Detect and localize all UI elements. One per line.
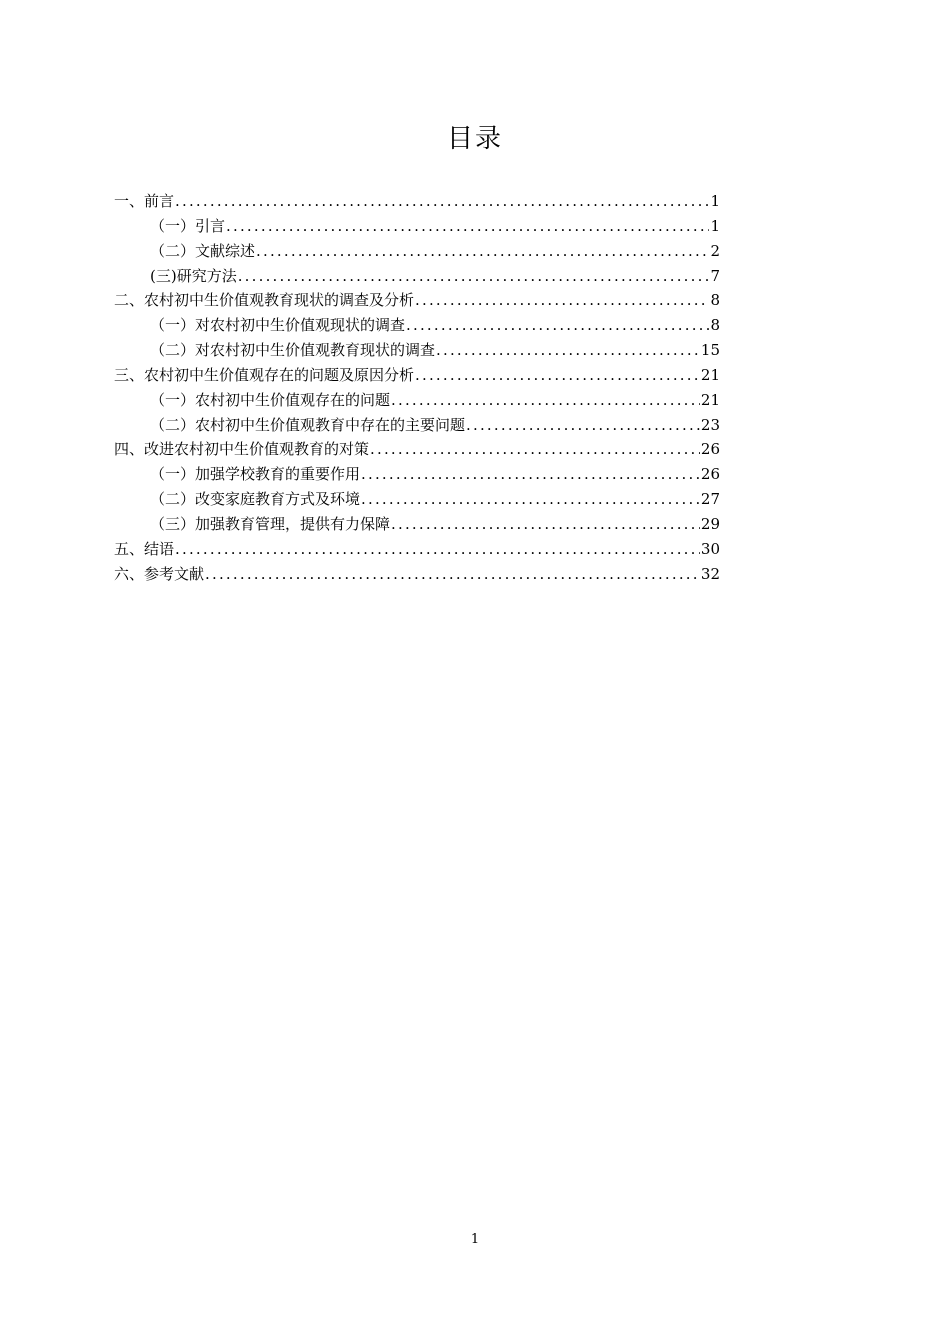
toc-entry-label: 六、参考文献	[114, 564, 205, 583]
toc-dot-leader	[415, 366, 700, 384]
toc-dot-leader	[415, 291, 709, 309]
toc-entry[interactable]	[114, 463, 720, 488]
toc-entry[interactable]	[114, 339, 720, 364]
toc-entry[interactable]	[114, 364, 720, 389]
toc-entry-page: 26	[700, 440, 720, 459]
toc-entry[interactable]	[114, 240, 720, 265]
toc-entry-label: （二）对农村初中生价值观教育现状的调查	[150, 341, 436, 360]
toc-dot-leader	[370, 440, 700, 458]
toc-entry-page: 23	[700, 415, 720, 434]
toc-entry-page: 1	[710, 216, 720, 235]
toc-dot-leader	[406, 316, 709, 334]
toc-entry-label: （二）农村初中生价值观教育中存在的主要问题	[150, 415, 466, 434]
toc-entry[interactable]	[114, 215, 720, 240]
toc-entry-page: 2	[710, 241, 720, 260]
toc-entry-page: 1	[710, 192, 720, 210]
toc-entry-label: (三)研究方法	[150, 266, 237, 285]
toc-entry-label: （一）对农村初中生价值观现状的调查	[150, 316, 406, 335]
toc-entry-page: 8	[710, 291, 720, 310]
toc-entry[interactable]	[114, 190, 720, 215]
footer-page-number: 1	[470, 1232, 480, 1247]
page-title: 目录	[446, 124, 503, 154]
toc-entry-page: 30	[700, 539, 720, 558]
toc-dot-leader	[391, 391, 700, 409]
toc-entry[interactable]	[114, 289, 720, 314]
toc-entry-page: 7	[710, 266, 720, 285]
toc-entry-label: （三）加强教育管理，提供有力保障	[150, 514, 391, 533]
toc-entry[interactable]	[114, 488, 720, 513]
toc-entry-page: 29	[700, 514, 720, 533]
toc-entry[interactable]	[114, 513, 720, 538]
toc-entry-label: （一）引言	[150, 216, 226, 235]
toc-entry-label: 二、农村初中生价值观教育现状的调查及分析	[114, 291, 415, 310]
toc-entry[interactable]	[114, 314, 720, 339]
toc-list	[114, 190, 720, 588]
toc-entry[interactable]	[114, 265, 720, 290]
toc-dot-leader	[391, 515, 700, 533]
toc-dot-leader	[175, 192, 709, 210]
toc-entry-label: 五、结语	[114, 539, 175, 558]
toc-dot-leader	[238, 267, 710, 285]
toc-entry-label: 一、前言	[114, 192, 175, 210]
toc-entry-page: 27	[700, 490, 720, 509]
toc-entry-label: 四、改进农村初中生价值观教育的对策	[114, 440, 370, 459]
toc-dot-leader	[361, 490, 700, 508]
toc-dot-leader	[436, 341, 700, 359]
toc-entry-page: 8	[710, 316, 720, 335]
toc-entry[interactable]	[114, 389, 720, 414]
toc-entry-page: 26	[700, 465, 720, 484]
toc-entry-label: （一）加强学校教育的重要作用	[150, 465, 361, 484]
toc-entry-page: 21	[700, 365, 720, 384]
toc-entry[interactable]	[114, 414, 720, 439]
toc-dot-leader	[466, 416, 700, 434]
toc-entry[interactable]	[114, 563, 720, 588]
toc-entry-page: 32	[700, 564, 720, 583]
toc-dot-leader	[226, 217, 709, 235]
toc-entry-label: （二）文献综述	[150, 241, 256, 260]
toc-entry-label: （一）农村初中生价值观存在的问题	[150, 390, 391, 409]
toc-entry[interactable]	[114, 538, 720, 563]
toc-dot-leader	[205, 565, 700, 583]
toc-entry-label: （二）改变家庭教育方式及环境	[150, 490, 361, 509]
toc-entry-page: 21	[700, 390, 720, 409]
toc-entry-label: 三、农村初中生价值观存在的问题及原因分析	[114, 365, 415, 384]
toc-entry[interactable]	[114, 438, 720, 463]
toc-entry-page: 15	[700, 341, 720, 360]
toc-dot-leader	[175, 540, 700, 558]
toc-dot-leader	[256, 242, 709, 260]
toc-dot-leader	[361, 465, 700, 483]
